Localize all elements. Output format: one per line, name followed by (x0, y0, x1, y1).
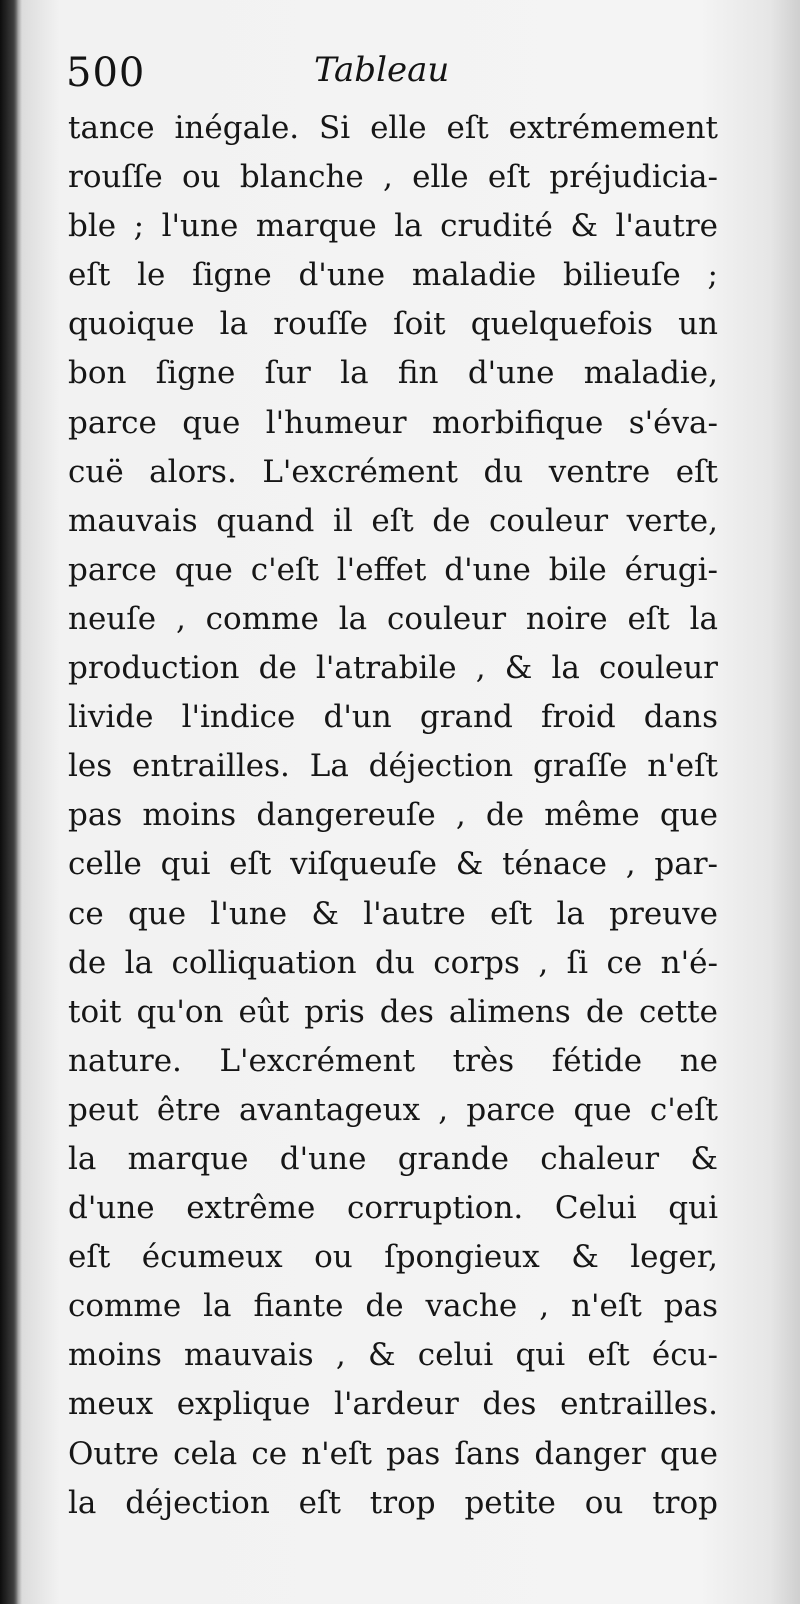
text-line: bon ſigne ſur la fin d'une maladie, (68, 355, 718, 392)
text-line: tance inégale. Si elle eſt extrémement (68, 110, 718, 146)
text-line: cuë alors. L'excrément du ventre eſt (68, 453, 718, 490)
text-line: ce que l'une & l'autre eſt la preuve (68, 895, 718, 932)
page-gutter-shadow (0, 0, 18, 1604)
text-line: nature. L'excrément très fétide ne (68, 1042, 718, 1079)
text-line: peut être avantageux , parce que c'eſt (68, 1091, 718, 1128)
text-line: d'une extrême corruption. Celui qui (68, 1190, 718, 1227)
page-number: 500 (66, 50, 146, 96)
text-line: moins mauvais , & celui qui eſt écu- (68, 1337, 718, 1374)
text-line: parce que l'humeur morbifique s'éva- (68, 404, 718, 441)
text-line: parce que c'eſt l'effet d'une bile érugi- (68, 551, 718, 588)
text-line: de la colliquation du corps , ſi ce n'é- (68, 944, 718, 981)
text-line: la déjection eſt trop petite ou trop (68, 1484, 718, 1521)
text-line: rouſſe ou blanche , elle eſt préjudicia- (68, 159, 718, 196)
text-line: eſt écumeux ou ſpongieux & leger, (68, 1239, 718, 1276)
text-line: production de l'atrabile , & la couleur (68, 650, 718, 687)
text-line: comme la fiante de vache , n'eſt pas (68, 1288, 718, 1325)
text-line: eſt le ſigne d'une maladie bilieuſe ; (68, 257, 718, 294)
text-line: les entrailles. La déjection graſſe n'eſt (68, 748, 718, 785)
text-line: ble ; l'une marque la crudité & l'autre (68, 208, 718, 245)
page-header (66, 44, 706, 104)
text-line: pas moins dangereuſe , de même que (68, 797, 718, 834)
text-line: mauvais quand il eſt de couleur verte, (68, 502, 718, 539)
text-line: meux explique l'ardeur des entrailles. (68, 1386, 718, 1423)
text-line: toit qu'on eût pris des alimens de cette (68, 993, 718, 1030)
text-line: la marque d'une grande chaleur & (68, 1140, 718, 1177)
text-line: quoique la rouſſe ſoit quelquefois un (68, 306, 718, 343)
text-line: neuſe , comme la couleur noire eſt la (68, 600, 718, 637)
text-line: livide l'indice d'un grand froid dans (68, 699, 718, 736)
running-title: Tableau (314, 50, 450, 90)
text-line: celle qui eſt viſqueuſe & ténace , par- (68, 846, 718, 883)
text-line: Outre cela ce n'eſt pas ſans danger que (68, 1435, 718, 1472)
body-text (68, 104, 718, 1528)
